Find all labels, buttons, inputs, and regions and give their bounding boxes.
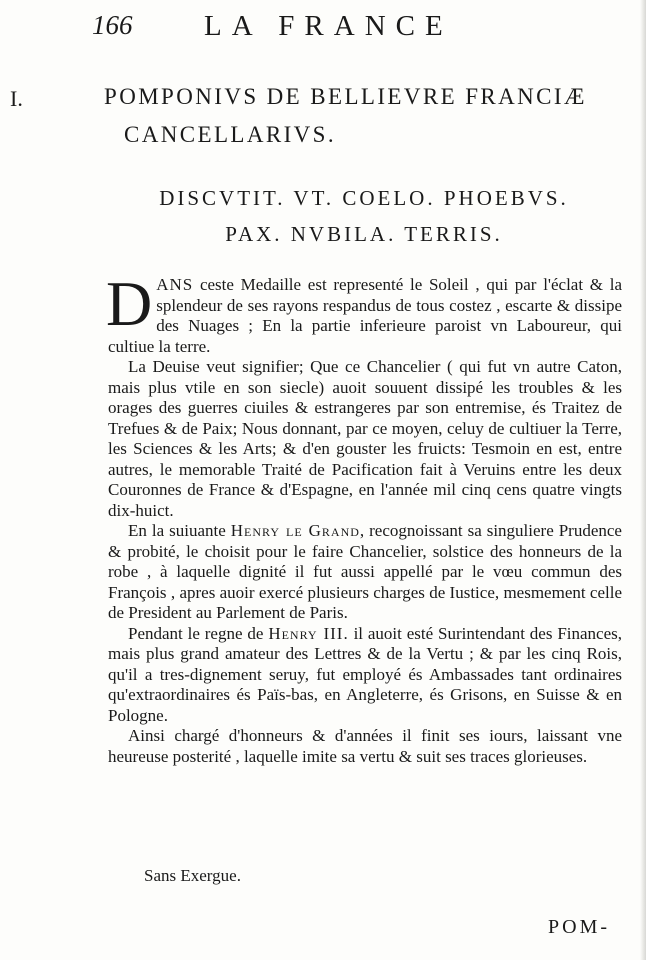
exergue-note: Sans Exergue. — [144, 866, 241, 885]
paragraph-1-text: ceste Medaille est representé le Soleil , qui par l'éclat & la splendeur de ses rayons respandus de tous costez , escarte & dissipe des Nuages ; En la partie inferieure paroist vn Laboureur, qui cultiue la terre. — [108, 275, 622, 356]
medal-title-line-2: CANCELLARIVS. — [124, 122, 337, 147]
medal-title-line-1: POMPONIVS DE BELLIEVRE FRANCIÆ — [104, 84, 587, 109]
running-title: LA FRANCE — [204, 10, 453, 42]
motto-line-2: PAX. NVBILA. TERRIS. — [225, 222, 503, 246]
king-name-henry-iii: Henry III. — [268, 623, 349, 643]
paragraph-description — [106, 268, 622, 357]
catchword: POM- — [548, 916, 611, 938]
paragraph-death: Ainsi chargé d'honneurs & d'années il finit ses iours, laissant vne heureuse posterité , laquelle imite sa vertu & suit ses traces glorieuses. — [108, 726, 622, 766]
running-head — [92, 10, 612, 44]
paragraph-device-meaning: La Deuise veut signifier; Que ce Chancelier ( qui fut vn autre Caton, mais plus vtile en son siecle) auoit souuent dissipé les troubles & les orages des guerres ciuiles & estrangeres par son entremise, és Traitez de Trefues & de Paix; Nous donnant, par ce moyen, celuy de cultiuer la Terre, les Sciences & les Arts; & d'en gouster les fruicts: Tesmoin en est, entre autres, le memorable Traité de Pacification fait à Veruins entre les deux Couronnes de France & d'Espagne, en l'année mil cinq cens quatre vingts dix-huict. — [108, 357, 622, 520]
opening-word-caps: ANS — [156, 275, 194, 294]
king-name: Henry le Grand — [230, 521, 360, 540]
entry-number: I. — [10, 86, 23, 111]
paragraph-career: Pendant le regne de Henry III. il auoit esté Surintendant des Finances, mais plus grand amateur des Lettres & de la Vertu ; & par les cinq Rois, qu'il a tres-dignement seruy, fut employé és Ambassades tant ordinaires qu'extraordinaires és Païs-bas, en Angleterre, és Grisons, en Suisse & en Pologne. — [108, 623, 622, 725]
drop-cap: D — [106, 268, 153, 339]
motto-line-1: DISCVTIT. VT. COELO. PHOEBVS. — [159, 186, 569, 210]
paragraph-chancellor: En la suiuante Henry le Grand, recognoissant sa singuliere Prudence & probité, le choisit pour le faire Chancelier, solstice des honneurs de la robe , à laquelle dignité il fut aussi appellé par le vœu commun des François , apres auoir exercé plusieurs charges de Iustice, mesmement celle de President au Parlement de Paris. — [108, 521, 622, 622]
page-number: 166 — [92, 10, 133, 40]
body-text — [106, 268, 622, 767]
